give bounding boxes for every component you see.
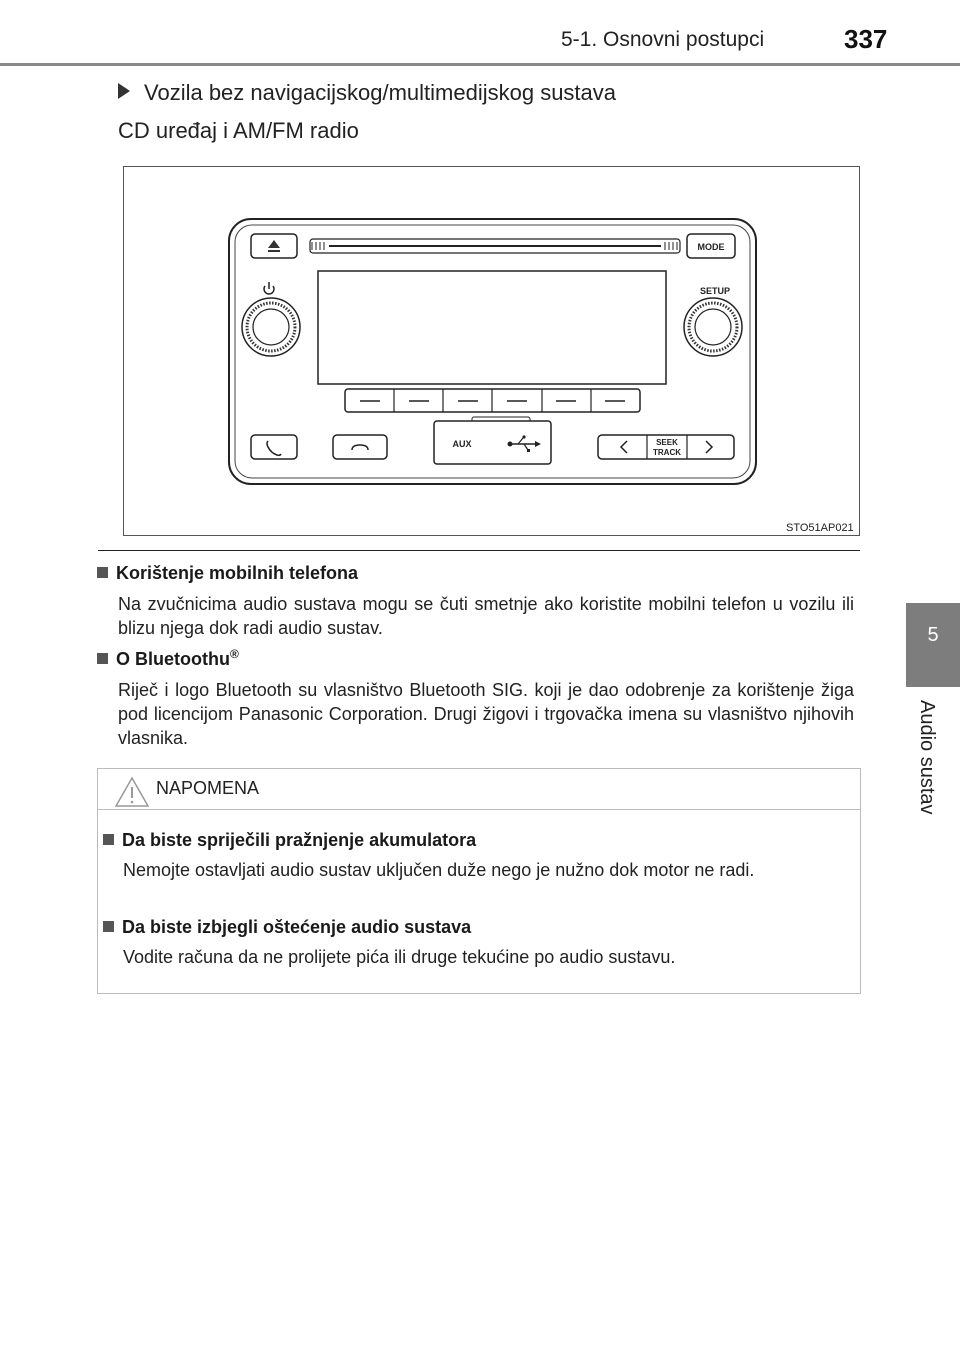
square-bullet-icon [97, 567, 108, 578]
section-title-bluetooth [97, 647, 239, 670]
triangle-bullet-icon [118, 83, 130, 99]
figure-code: STO51AP021 [786, 522, 854, 534]
preset-buttons [345, 389, 640, 412]
notice-item-title-damage [103, 917, 471, 938]
chapter-number: 5 [927, 624, 939, 646]
section-title-bluetooth-text: O Bluetoothu [116, 649, 230, 669]
figure-rule [98, 550, 860, 551]
phone-pickup-button-icon [251, 435, 297, 459]
registered-mark: ® [229, 647, 239, 661]
audio-unit-illustration [124, 167, 861, 537]
seek-label: SEEK [656, 438, 678, 447]
chapter-label: Audio sustav [916, 700, 938, 815]
warning-triangle-icon [114, 776, 150, 808]
audio-unit-figure [123, 166, 860, 536]
seek-track-buttons [598, 435, 734, 459]
page-number: 337 [844, 24, 888, 54]
square-bullet-icon [97, 653, 108, 664]
notice-title: NAPOMENA [156, 778, 260, 798]
mode-button [687, 234, 735, 258]
track-label: TRACK [653, 448, 681, 457]
square-bullet-icon [103, 834, 114, 845]
aux-usb-panel [434, 417, 551, 464]
notice-item-title-damage-text: Da biste izbjegli oštećenje audio sustava [122, 917, 472, 937]
section-text-mobile: Na zvučnicima audio sustava mogu se čuti smetnje ako koristite mobilni telefon u vozilu ili blizu njega dok radi audio sustav. [118, 594, 854, 638]
display-screen [318, 271, 666, 384]
section-title-mobile-text: Korištenje mobilnih telefona [116, 563, 359, 583]
eject-button-icon [251, 234, 297, 258]
square-bullet-icon [103, 921, 114, 932]
cd-slot [310, 239, 680, 253]
chapter-label-container [908, 700, 938, 830]
tune-knob [684, 298, 742, 356]
section-text-bluetooth: Riječ i logo Bluetooth su vlasništvo Bluetooth SIG. koji je dao odobrenje za korištenje žiga pod licencijom Panasonic Corporation. Drugi žigovi i trgovačka imena su vlasništvo njihovih vlasnika. [118, 680, 854, 748]
phone-hangup-button-icon [333, 435, 387, 459]
notice-item-text-damage: Vodite računa da ne prolijete pića ili druge tekućine po audio sustavu. [123, 947, 676, 967]
notice-item-text-battery: Nemojte ostavljati audio sustav uključen duže nego je nužno dok motor ne radi. [123, 860, 755, 880]
aux-label: AUX [452, 439, 472, 449]
running-header-section: 5-1. Osnovni postupci [561, 28, 765, 51]
vehicle-heading-text: Vozila bez navigacijskog/multimedijskog sustava [144, 80, 617, 105]
vehicle-heading [118, 80, 616, 106]
notice-item-title-battery [103, 830, 476, 851]
mode-label: MODE [697, 242, 725, 252]
section-title-mobile [97, 563, 358, 584]
notice-item-title-battery-text: Da biste spriječili pražnjenje akumulatora [122, 830, 477, 850]
device-heading: CD uređaj i AM/FM radio [118, 118, 359, 143]
volume-knob [242, 298, 300, 356]
setup-label: SETUP [699, 286, 731, 296]
header-rule [0, 63, 960, 66]
